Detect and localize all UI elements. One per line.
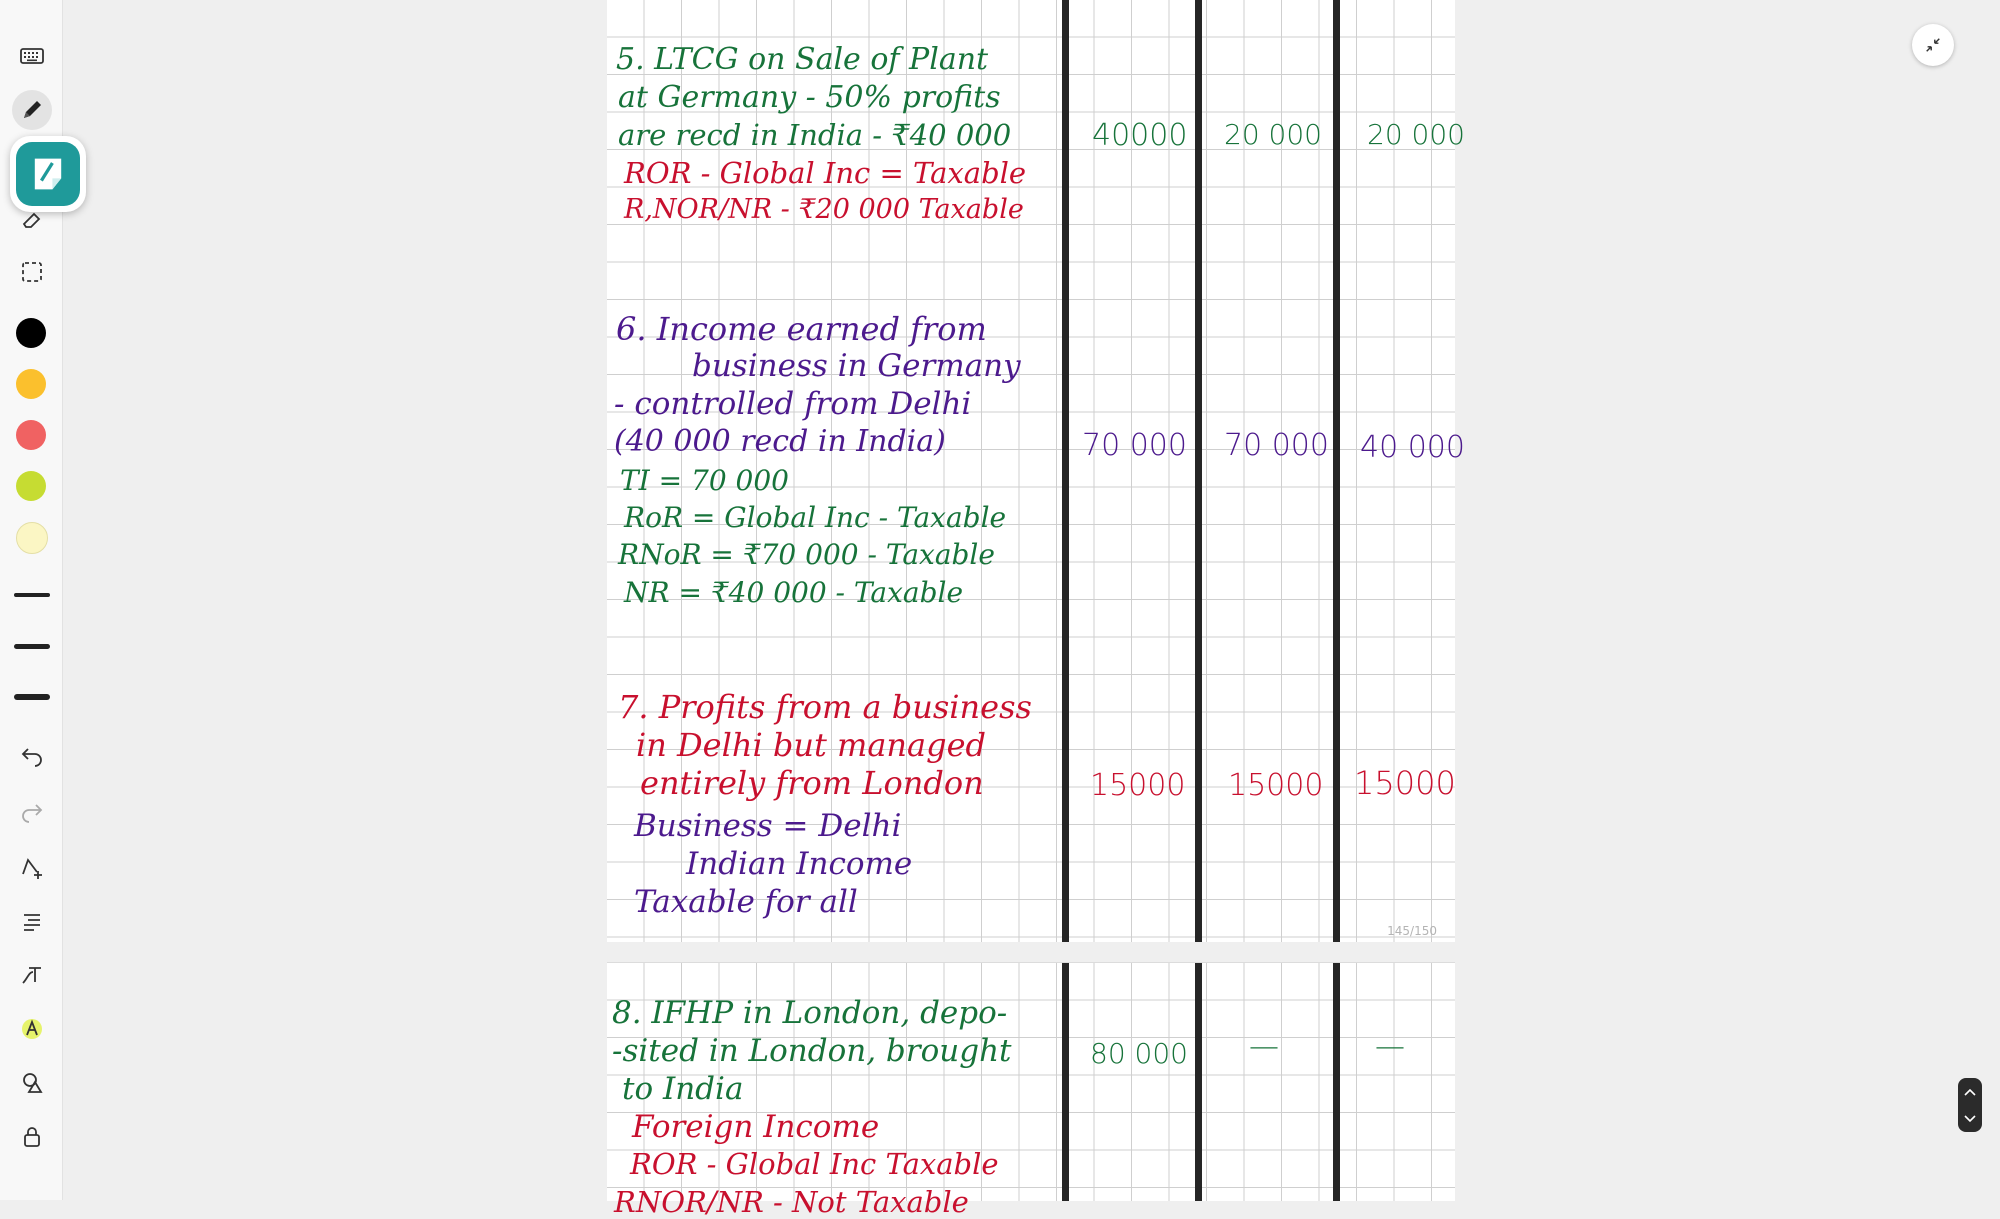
item5-value-ror: 40000 <box>1092 118 1188 153</box>
column-divider <box>1333 0 1340 942</box>
item6-sub3: RNoR = ₹70 000 - Taxable <box>618 538 995 571</box>
item5-sub2: R,NOR/NR - ₹20 000 Taxable <box>624 194 1024 225</box>
color-cream-swatch[interactable] <box>16 522 48 554</box>
note-page[interactable] <box>607 0 1465 942</box>
item7-value-rnor: 15000 <box>1228 768 1324 803</box>
item5-line2: at Germany - 50% profits <box>618 80 1001 115</box>
item8-line3: to India <box>622 1071 744 1107</box>
item6-value-nr: 40 000 <box>1360 430 1465 465</box>
item8-sub1: Foreign Income <box>632 1109 880 1145</box>
item8-sub2: ROR - Global Inc Taxable <box>630 1147 999 1181</box>
color-yellow-swatch[interactable] <box>16 369 46 399</box>
column-divider <box>1195 963 1202 1201</box>
item7-line1: 7. Profits from a business <box>618 688 1032 726</box>
item5-line1: 5. LTCG on Sale of Plant <box>616 42 989 77</box>
item5-line3: are recd in India - ₹40 000 <box>618 118 1012 152</box>
stroke-thin-option[interactable] <box>14 593 50 597</box>
column-divider <box>1333 963 1340 1201</box>
item7-line3: entirely from London <box>640 764 984 802</box>
item7-sub1: Business = Delhi <box>634 808 902 844</box>
keyboard-icon[interactable] <box>12 36 52 76</box>
item7-sub2: Indian Income <box>686 846 913 882</box>
lasso-select-icon[interactable] <box>12 252 52 292</box>
color-black-swatch[interactable] <box>16 318 46 348</box>
stroke-thick-option[interactable] <box>14 694 50 700</box>
item7-sub3: Taxable for all <box>634 884 858 920</box>
color-red-swatch[interactable] <box>16 420 46 450</box>
notes-app-icon[interactable] <box>10 136 86 212</box>
item5-value-nr: 20 000 <box>1367 118 1465 151</box>
undo-icon[interactable] <box>12 735 52 775</box>
shapes-icon[interactable] <box>12 1063 52 1103</box>
item6-value-ror: 70 000 <box>1082 428 1187 463</box>
chevron-up-icon[interactable] <box>1964 1088 1976 1096</box>
item5-sub1: ROR - Global Inc = Taxable <box>624 156 1027 190</box>
note-page[interactable] <box>607 962 1455 1219</box>
item7-value-ror: 15000 <box>1090 768 1186 803</box>
item6-line1: 6. Income earned from <box>616 310 987 348</box>
item6-line3: - controlled from Delhi <box>614 386 972 422</box>
redo-icon[interactable] <box>12 791 52 831</box>
item6-sub4: NR = ₹40 000 - Taxable <box>624 576 964 609</box>
item6-line2: business in Germany <box>692 348 1021 384</box>
color-lime-swatch[interactable] <box>16 471 46 501</box>
stroke-medium-option[interactable] <box>14 644 50 649</box>
item6-sub1: TI = 70 000 <box>620 464 789 497</box>
exit-fullscreen-button[interactable] <box>1912 24 1954 66</box>
column-divider <box>1062 0 1069 942</box>
shape-pen-icon[interactable] <box>12 847 52 887</box>
lock-icon[interactable] <box>12 1117 52 1157</box>
column-divider <box>1062 963 1069 1201</box>
item7-line2: in Delhi but managed <box>636 726 986 764</box>
item8-value-nr: — <box>1375 1029 1405 1064</box>
highlighter-icon[interactable] <box>12 1009 52 1049</box>
item8-value-ror: 80 000 <box>1090 1037 1188 1070</box>
item8-value-rnor: — <box>1249 1029 1279 1064</box>
item7-value-nr: 15000 <box>1354 764 1456 802</box>
handwriting-text-icon[interactable] <box>12 955 52 995</box>
collapse-arrows-icon <box>1924 36 1942 54</box>
item8-sub3: RNOR/NR - Not Taxable <box>614 1185 969 1219</box>
item5-value-rnor: 20 000 <box>1224 118 1322 151</box>
item8-line1: 8. IFHP in London, depo- <box>612 995 1008 1031</box>
item6-line4: (40 000 recd in India) <box>614 424 946 459</box>
pen-icon[interactable] <box>12 90 52 130</box>
page-scroll-control[interactable] <box>1958 1078 1982 1132</box>
item6-value-rnor: 70 000 <box>1224 428 1329 463</box>
item8-line2: -sited in London, brought <box>612 1033 1012 1069</box>
chevron-down-icon[interactable] <box>1964 1115 1976 1123</box>
text-align-icon[interactable] <box>12 901 52 941</box>
column-divider <box>1195 0 1202 942</box>
page-number: 145/150 <box>1387 924 1437 938</box>
item6-sub2: RoR = Global Inc - Taxable <box>624 501 1007 534</box>
